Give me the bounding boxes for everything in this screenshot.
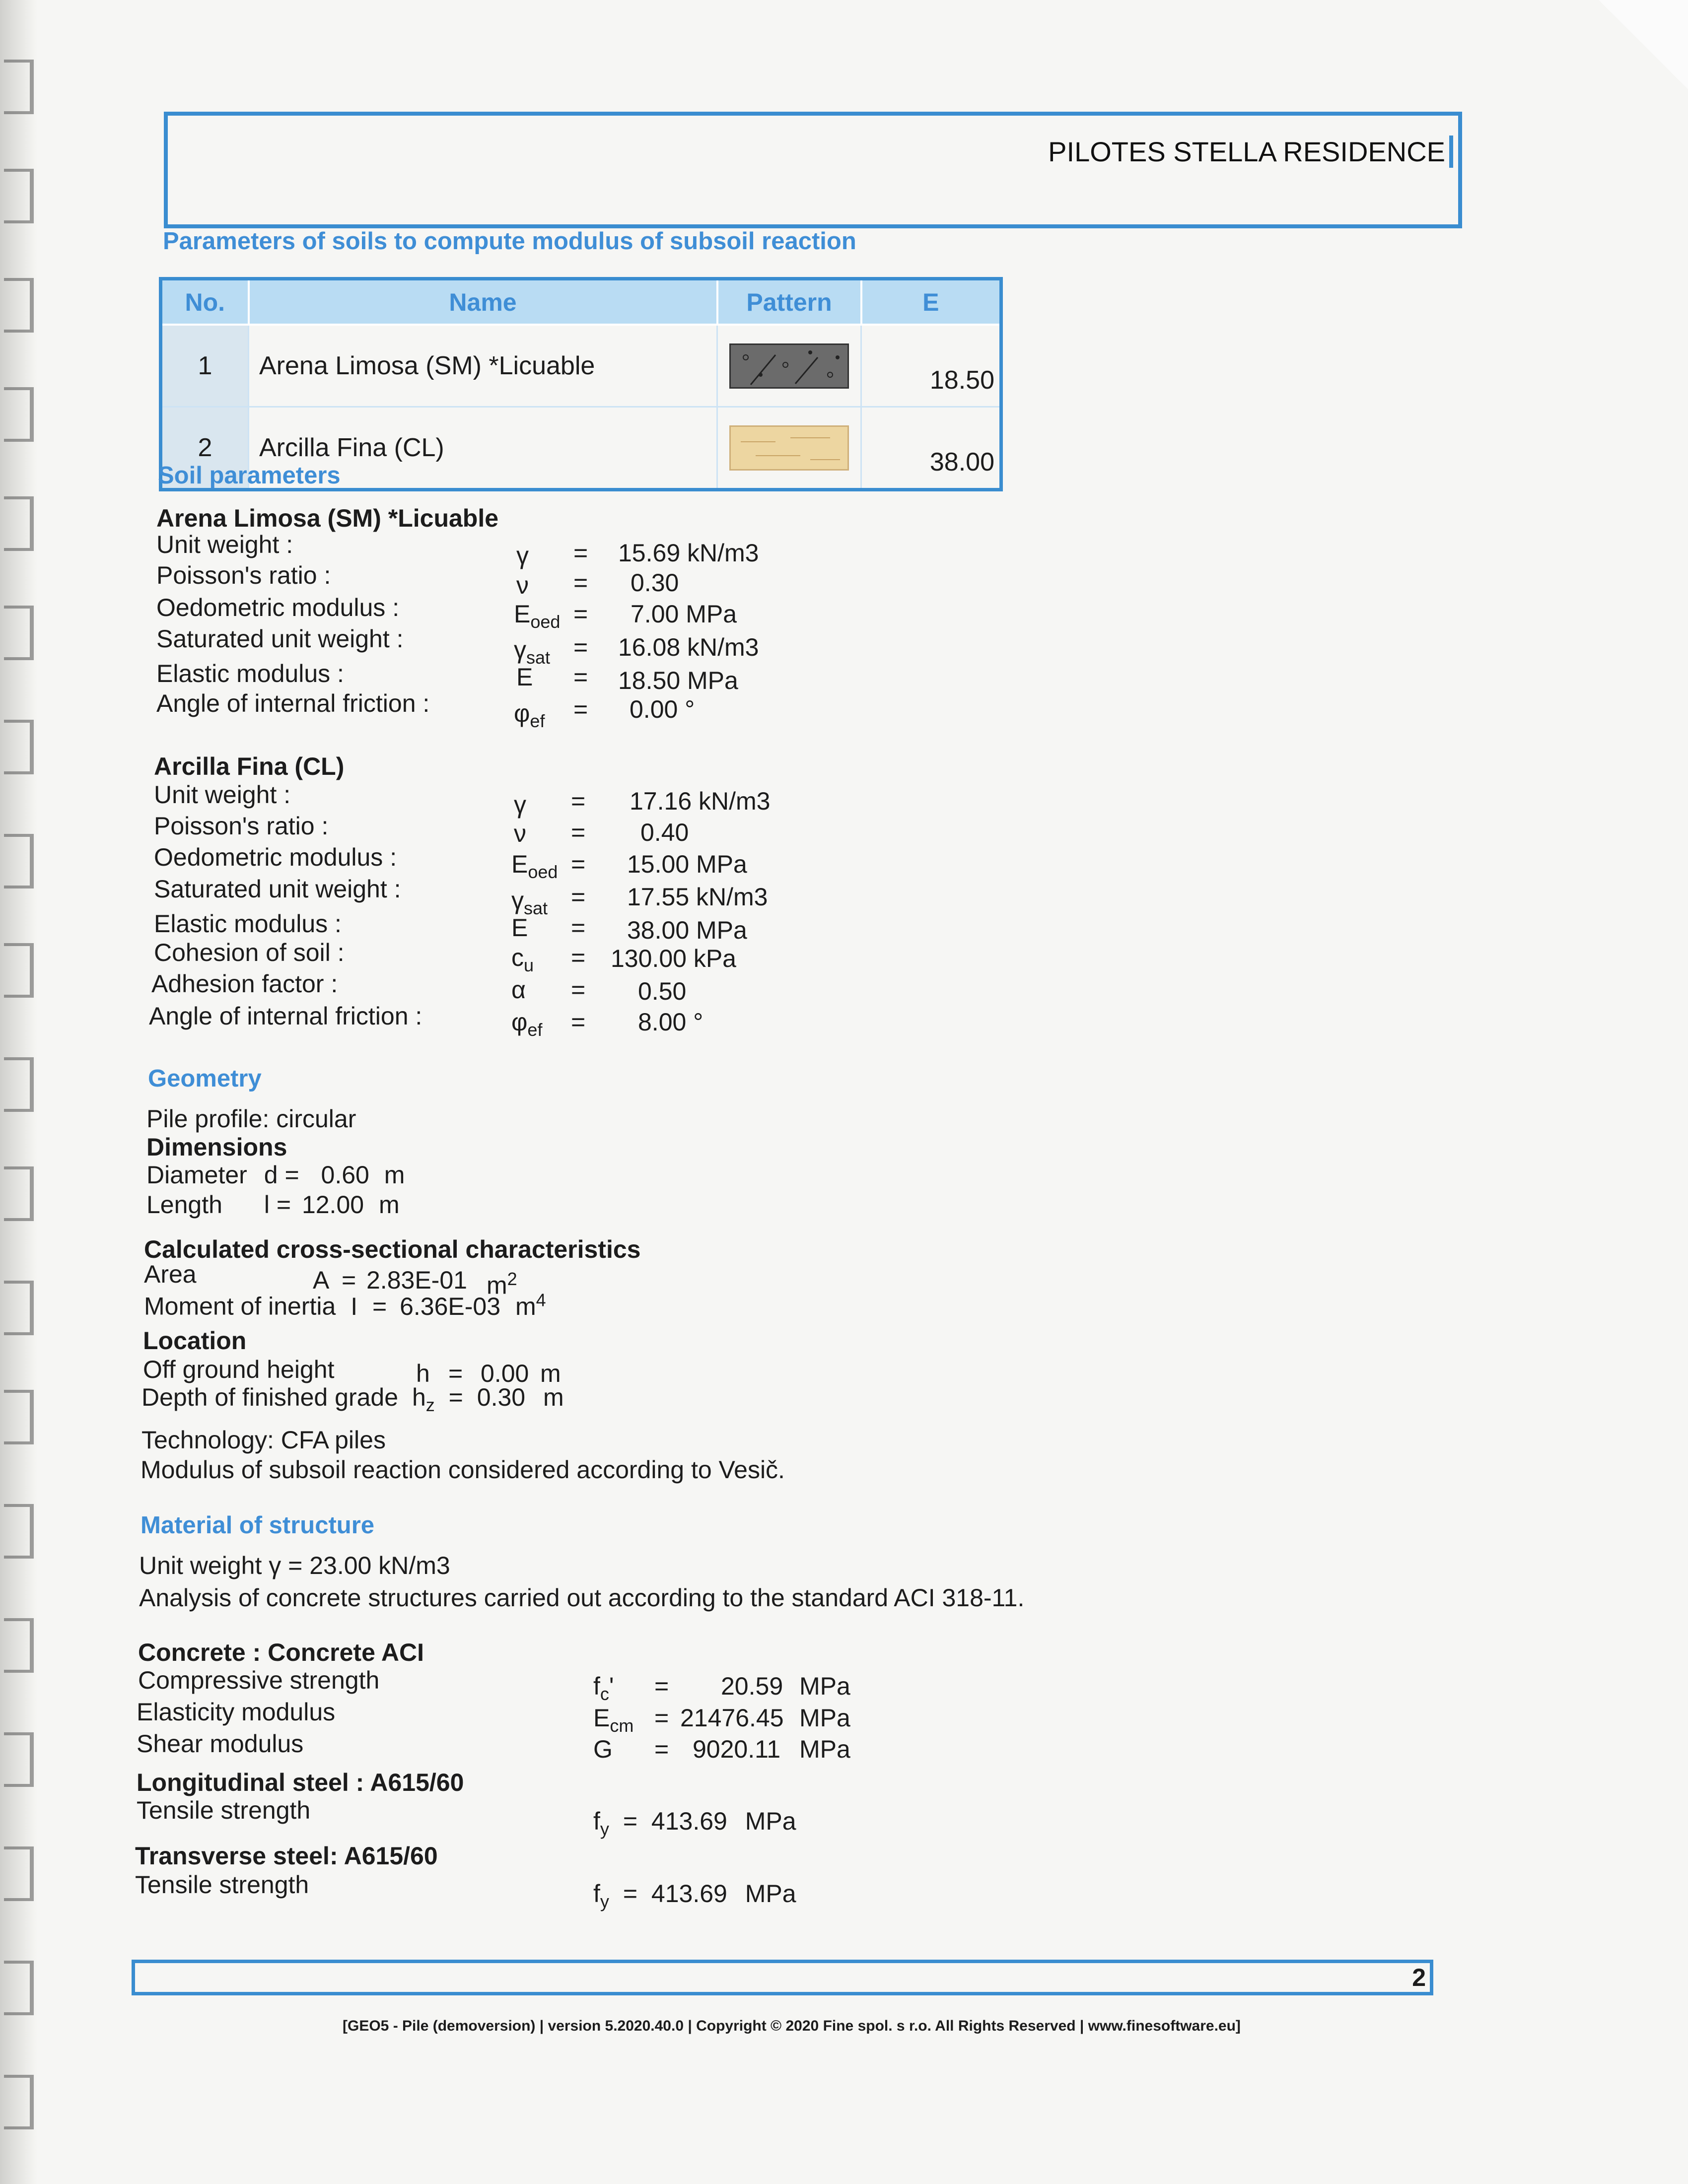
depth-grade-row: Depth of finished grade $h_z = 0.30$ m [141, 1383, 564, 1415]
area-row: Area A = 2.83E-01 $m^2$ [144, 1260, 517, 1299]
shear-value: 9020.11 [693, 1735, 781, 1763]
binder-ring [4, 169, 34, 223]
binder-ring [4, 496, 34, 551]
binder-ring [4, 387, 34, 442]
binder-ring [4, 1390, 34, 1444]
modulus-value: 38.00 [861, 407, 1001, 490]
off-ground-value: 0.00 [481, 1360, 529, 1387]
area-symbol: A [313, 1266, 330, 1294]
param-value: 16.08 kN/m3 [618, 633, 759, 661]
binder-ring [4, 1281, 34, 1335]
long-tensile-symbol: $f_y$ [593, 1807, 609, 1839]
off-ground-row: Off ground height h = 0.00 m [143, 1356, 561, 1387]
equals-sign: = [571, 787, 586, 815]
soil-name: Arena Limosa (SM) *Licuable [249, 325, 717, 407]
equals-sign: = [573, 600, 588, 628]
param-symbol: γ [514, 791, 526, 819]
param-label: Angle of internal friction : [149, 1002, 422, 1030]
param-symbol: $E_{oed}$ [514, 600, 561, 632]
elasticity-value: 21476.45 [680, 1704, 784, 1732]
equals-sign: = [573, 539, 588, 567]
param-symbol: $\gamma_{sat}$ [514, 636, 551, 668]
param-symbol: α [511, 976, 526, 1004]
length-symbol: l [264, 1191, 270, 1219]
param-value: 130.00 kPa [611, 945, 736, 972]
material-unit-weight: Unit weight γ = 23.00 kN/m3 [139, 1552, 450, 1579]
table-header-row [161, 279, 1001, 325]
param-label: Adhesion factor : [151, 970, 338, 998]
param-label: Saturated unit weight : [156, 625, 404, 653]
soil-name-heading: Arena Limosa (SM) *Licuable [156, 504, 499, 532]
binder-ring [4, 1057, 34, 1112]
elasticity-label: Elasticity modulus [137, 1698, 336, 1726]
param-label: Elastic modulus : [154, 910, 342, 938]
equals-sign: = [571, 914, 586, 942]
modulus-section-title: Parameters of soils to compute modulus of subsoil reaction [163, 228, 856, 255]
param-symbol: E [516, 663, 533, 691]
param-symbol: E [511, 914, 528, 942]
binder-ring [4, 720, 34, 774]
diameter-row: Diameter d = 0.60 m [146, 1161, 405, 1189]
compressive-unit: MPa [799, 1672, 850, 1700]
off-ground-symbol: h [416, 1360, 430, 1387]
binder-ring [4, 834, 34, 888]
param-value: 0.00 ° [630, 695, 695, 723]
param-value: 15.69 kN/m3 [618, 539, 759, 567]
equals-sign: = [573, 569, 588, 597]
technology-text: Technology: CFA piles [141, 1426, 386, 1454]
trans-tensile-label: Tensile strength [135, 1871, 309, 1899]
long-tensile-unit: MPa [745, 1807, 796, 1835]
trans-tensile-value: 413.69 [651, 1880, 727, 1908]
inertia-row: Moment of inertia I = 6.36E-03 $m^4$ [144, 1290, 546, 1320]
binder-ring [4, 1504, 34, 1559]
page-header [164, 112, 1462, 228]
pattern-cell [717, 407, 861, 490]
param-label: Cohesion of soil : [154, 939, 345, 966]
param-symbol: $\varphi_{ef}$ [511, 1008, 543, 1040]
soil-parameters-title: Soil parameters [158, 462, 341, 489]
location-heading: Location [143, 1327, 247, 1355]
param-value: 0.50 [638, 977, 687, 1005]
equals-sign: = [571, 1008, 586, 1036]
param-symbol: $E_{oed}$ [511, 850, 558, 882]
long-tensile-row: $f_y = 413.69$ MPa [593, 1807, 796, 1839]
equals-sign: = [654, 1735, 669, 1763]
compressive-symbol: $f_c'$ [593, 1672, 614, 1704]
binder-ring [4, 1618, 34, 1673]
binder-ring [4, 1166, 34, 1221]
area-value: 2.83E-01 [366, 1266, 467, 1294]
dimensions-heading: Dimensions [146, 1133, 287, 1161]
param-symbol: $c_u$ [511, 944, 534, 975]
param-symbol: ν [516, 571, 529, 599]
pattern-cell [717, 325, 861, 407]
equals-sign: = [573, 663, 588, 691]
param-value: 0.30 [631, 569, 679, 597]
trans-tensile-unit: MPa [745, 1880, 796, 1908]
inertia-unit: $m^4$ [515, 1290, 546, 1320]
param-label: Oedometric modulus : [156, 594, 400, 621]
binder-ring [4, 943, 34, 998]
binder-edge [0, 0, 37, 2184]
binder-ring [4, 278, 34, 333]
pile-profile: Pile profile: circular [146, 1105, 356, 1133]
page-number: 2 [1412, 1964, 1426, 1991]
page-footer [132, 1960, 1433, 1995]
long-tensile-value: 413.69 [651, 1807, 727, 1835]
table-row [161, 325, 1001, 407]
param-value: 7.00 MPa [631, 600, 737, 628]
param-value: 17.16 kN/m3 [630, 787, 771, 815]
param-value: 0.40 [640, 819, 689, 846]
diameter-label: Diameter [146, 1161, 247, 1189]
shear-label: Shear modulus [137, 1730, 304, 1758]
param-symbol: $\gamma_{sat}$ [511, 887, 548, 918]
equals-sign: = [571, 883, 586, 911]
row-number: 1 [161, 325, 249, 407]
binder-ring [4, 1961, 34, 2015]
inertia-label: Moment of inertia [144, 1292, 336, 1320]
depth-grade-value: 0.30 [477, 1383, 526, 1411]
cross-section-heading: Calculated cross-sectional characteristics [144, 1235, 641, 1263]
trans-steel-heading: Transverse steel: A615/60 [135, 1842, 438, 1870]
long-tensile-label: Tensile strength [137, 1796, 311, 1824]
footer-copyright: [GEO5 - Pile (demoversion) | version 5.2020.40.0 | Copyright © 2020 Fine spol. s r.o. All Rights Reserved | www.finesoftware.eu] [343, 2018, 1241, 2034]
soil-name-heading: Arcilla Fina (CL) [154, 752, 345, 780]
inertia-symbol: I [351, 1292, 358, 1320]
equals-sign: = [654, 1672, 669, 1700]
length-label: Length [146, 1191, 222, 1219]
param-value: 8.00 ° [638, 1008, 703, 1036]
shear-unit: MPa [799, 1735, 850, 1763]
area-label: Area [144, 1260, 197, 1288]
param-label: Elastic modulus : [156, 660, 344, 687]
param-label: Unit weight : [156, 531, 293, 558]
equals-sign: = [571, 850, 586, 878]
param-label: Saturated unit weight : [154, 875, 401, 903]
off-ground-unit: m [540, 1360, 561, 1387]
binder-ring [4, 606, 34, 660]
depth-grade-symbol: $h_z$ [412, 1383, 435, 1415]
param-label: Poisson's ratio : [154, 812, 329, 840]
row-number: 2 [161, 407, 249, 490]
param-label: Poisson's ratio : [156, 561, 331, 589]
trans-tensile-row: $f_y = 413.69$ MPa [593, 1880, 796, 1911]
trans-tensile-symbol: $f_y$ [593, 1880, 609, 1911]
equals-sign: = [573, 633, 588, 661]
depth-grade-label: Depth of finished grade [141, 1383, 399, 1411]
equals-sign: = [654, 1704, 669, 1732]
equals-sign: = [571, 944, 586, 971]
column-header: Name [249, 279, 717, 325]
param-value: 17.55 kN/m3 [627, 883, 768, 911]
area-unit: $m^2$ [487, 1269, 517, 1299]
silty-sand-pattern-icon [729, 343, 849, 389]
equals-sign: = [571, 819, 586, 846]
compressive-value: 20.59 [721, 1672, 783, 1700]
clay-pattern-icon [729, 425, 849, 471]
concrete-heading: Concrete : Concrete ACI [138, 1638, 424, 1666]
param-value: 15.00 MPa [627, 850, 747, 878]
long-steel-heading: Longitudinal steel : A615/60 [137, 1769, 464, 1796]
equals-sign: = [571, 976, 586, 1004]
depth-grade-unit: m [543, 1383, 564, 1411]
diameter-unit: m [384, 1161, 405, 1189]
param-symbol: ν [514, 819, 526, 847]
modulus-note: Modulus of subsoil reaction considered according to Vesič. [141, 1456, 785, 1484]
diameter-symbol: d [264, 1161, 278, 1189]
param-symbol: γ [516, 542, 529, 569]
length-row: Length l = 12.00 m [146, 1191, 400, 1219]
param-label: Angle of internal friction : [156, 689, 430, 717]
header-title: PILOTES STELLA RESIDENCE [1048, 136, 1453, 168]
binder-ring [4, 2075, 34, 2129]
equals-sign: = [573, 695, 588, 723]
material-title: Material of structure [141, 1512, 375, 1539]
standard-note: Analysis of concrete structures carried out according to the standard ACI 318-11. [139, 1584, 1025, 1612]
page-corner-fold [1599, 0, 1688, 89]
column-header: E [861, 279, 1001, 325]
binder-ring [4, 1846, 34, 1901]
soil-name: Arcilla Fina (CL) [249, 407, 717, 490]
diameter-value: 0.60 [321, 1161, 369, 1189]
column-header: No. [161, 279, 249, 325]
geometry-title: Geometry [148, 1065, 262, 1092]
elasticity-unit: MPa [799, 1704, 850, 1732]
elasticity-symbol: $E_{cm}$ [593, 1704, 634, 1736]
param-label: Unit weight : [154, 781, 291, 809]
binder-ring [4, 60, 34, 114]
param-label: Oedometric modulus : [154, 843, 397, 871]
modulus-value: 18.50 [861, 325, 1001, 407]
length-value: 12.00 [301, 1191, 364, 1219]
shear-symbol: G [593, 1735, 613, 1763]
column-header: Pattern [717, 279, 861, 325]
compressive-label: Compressive strength [138, 1666, 380, 1694]
length-unit: m [378, 1191, 400, 1219]
param-value: 38.00 MPa [627, 916, 747, 944]
soil-modulus-table [159, 277, 1003, 491]
param-symbol: $\varphi_{ef}$ [514, 699, 545, 731]
binder-ring [4, 1732, 34, 1787]
inertia-value: 6.36E-03 [400, 1292, 501, 1320]
off-ground-label: Off ground height [143, 1356, 335, 1383]
param-value: 18.50 MPa [618, 667, 738, 694]
